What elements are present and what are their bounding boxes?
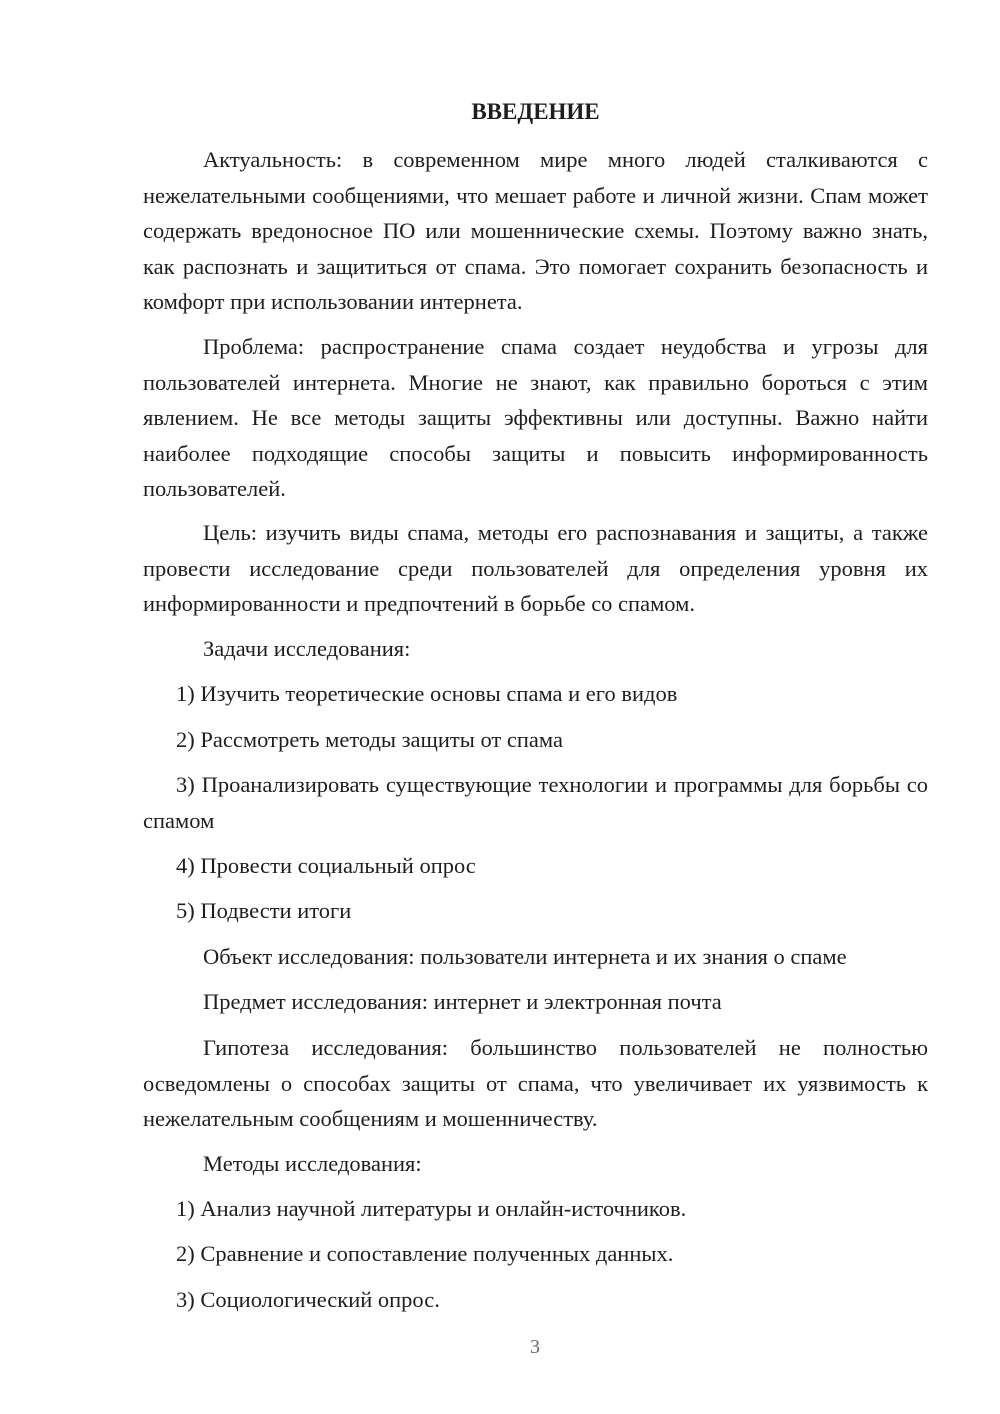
tasks-title: Задачи исследования:: [203, 636, 411, 661]
relevance-paragraph: Актуальность: в современном мире много людей сталкиваются с нежелательными сообщениями, что мешает работе и личной жизни. Спам может содержать вредоносное ПО или мошеннические схемы. Поэтому важно знать, как распознать и защититься от спама. Это помогает сохранить безопасность и комфорт при использовании интернета.: [143, 147, 928, 314]
method-item: 3) Социологический опрос.: [176, 1287, 440, 1312]
task-item: 2) Рассмотреть методы защиты от спама: [176, 727, 563, 752]
task-item: 4) Провести социальный опрос: [176, 853, 476, 878]
goal-paragraph: Цель: изучить виды спама, методы его распознавания и защиты, а также провести исследование среди пользователей для определения уровня их информированности и предпочтений в борьбе со спамом.: [143, 520, 928, 616]
task-item: 1) Изучить теоретические основы спама и его видов: [176, 681, 678, 706]
task-item: 5) Подвести итоги: [176, 898, 352, 923]
task-item: 3) Проанализировать существующие технологии и программы для борьбы со спамом: [143, 772, 928, 833]
section-heading: ВВЕДЕНИЕ: [471, 99, 600, 124]
method-item: 2) Сравнение и сопоставление полученных данных.: [176, 1241, 674, 1266]
method-item: 1) Анализ научной литературы и онлайн-источников.: [176, 1196, 687, 1221]
methods-title: Методы исследования:: [203, 1151, 422, 1176]
problem-paragraph: Проблема: распространение спама создает неудобства и угрозы для пользователей интернета. Многие не знают, как правильно бороться с этим явлением. Не все методы защиты эффективны или доступны. Важно найти наиболее подходящие способы защиты и повысить информированность пользователей.: [143, 334, 928, 501]
object-line: Объект исследования: пользователи интернета и их знания о спаме: [203, 944, 847, 969]
subject-line: Предмет исследования: интернет и электронная почта: [203, 989, 722, 1014]
hypothesis-paragraph: Гипотеза исследования: большинство пользователей не полностью осведомлены о способах защиты от спама, что увеличивает их уязвимость к нежелательным сообщениям и мошенничеству.: [143, 1035, 928, 1131]
page-number: 3: [530, 1336, 540, 1358]
